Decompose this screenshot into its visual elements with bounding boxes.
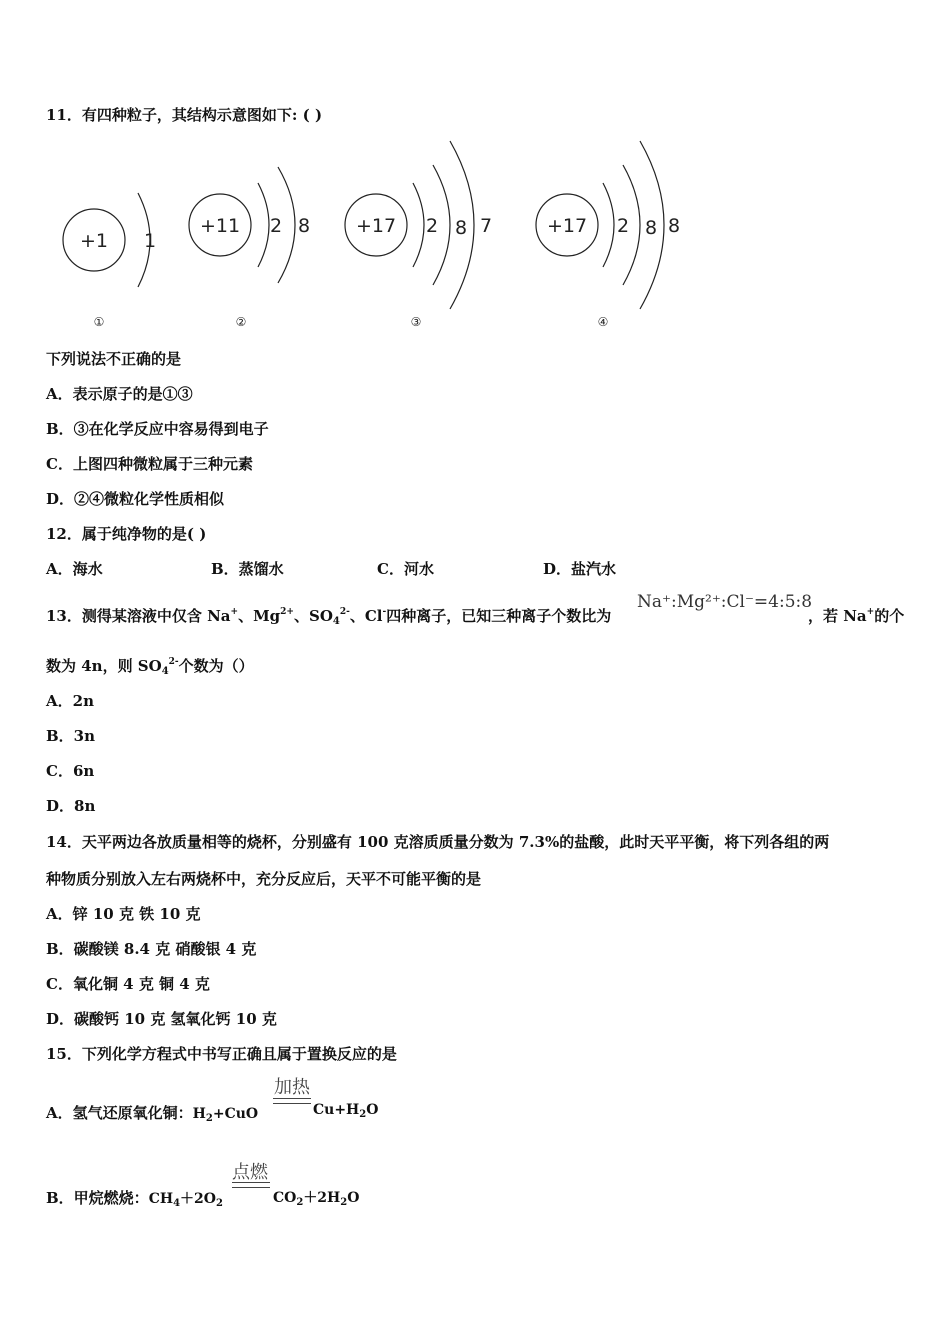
nucleus-1: +1: [79, 230, 109, 252]
q13-stem-line1: [46, 605, 611, 627]
nucleus-4: +17: [546, 215, 588, 237]
diagram-label-3: ③: [410, 315, 422, 329]
q11-option-d: D．②④微粒化学性质相似: [46, 490, 225, 508]
q14-option-d: D．碳酸钙 10 克 氢氧化钙 10 克: [46, 1010, 277, 1028]
q15-a-condition: 加热: [274, 1077, 310, 1098]
atomic-structure-diagrams: [40, 135, 740, 335]
q13-line2-a: 数为 4n，则 SO: [46, 657, 162, 675]
q13-so4-sup: 2-: [339, 607, 350, 617]
shell-3-1: 2: [425, 215, 439, 237]
q15-a-rhs: $Cu+H_2O$: [313, 1102, 379, 1120]
q13-option-b: B．3n: [46, 727, 96, 745]
q13-cl-sup: -: [382, 607, 387, 617]
q11-option-b: B．③在化学反应中容易得到电子: [46, 420, 269, 438]
diagram-label-4: ④: [597, 315, 609, 329]
q13-na-sup-2: +: [866, 607, 875, 617]
q11-stem: 11．有四种粒子，其结构示意图如下: ( ): [46, 106, 323, 124]
shell-2-2: 8: [297, 215, 311, 237]
q15-option-a: [46, 1102, 258, 1124]
q13-line2-sub: 4: [161, 666, 169, 677]
diagram-label-1: ①: [93, 315, 105, 329]
shell-1-1: 1: [143, 230, 157, 252]
shell-4-2: 8: [644, 217, 658, 239]
q13-so4-sub: 4: [332, 616, 340, 627]
nucleus-3: +17: [355, 215, 397, 237]
q14-option-b: B．碳酸镁 8.4 克 硝酸银 4 克: [46, 940, 257, 958]
q12-option-c: C．河水: [377, 560, 434, 578]
q13-line2-b: 个数为（）: [178, 657, 254, 675]
q13-cl: 、Cl: [349, 607, 383, 625]
q11-prompt: 下列说法不正确的是: [46, 350, 182, 368]
q15-a-label: A．氢气还原氧化铜：: [46, 1104, 193, 1122]
q13-mg: 、Mg: [238, 607, 281, 625]
q13-text-d: 的个: [874, 607, 905, 625]
q14-stem-line2: 种物质分别放入左右两烧杯中，充分反应后，天平不可能平衡的是: [46, 870, 482, 888]
q13-mg-sup: 2+: [280, 607, 294, 617]
nucleus-2: +11: [199, 215, 241, 237]
q14-option-c: C．氧化铜 4 克 铜 4 克: [46, 975, 210, 993]
q15-a-lhs: $H_2+CuO$: [192, 1106, 259, 1124]
q15-b-lhs: $CH_4+2O_2$: [148, 1191, 223, 1209]
q15-b-condition: 点燃: [232, 1162, 268, 1183]
q13-na-sup: +: [230, 607, 239, 617]
shell-2-1: 2: [269, 215, 283, 237]
q12-stem: 12．属于纯净物的是( ): [46, 525, 207, 543]
shell-3-2: 8: [454, 217, 468, 239]
q15-b-equals-sign: [232, 1182, 270, 1188]
q15-b-label: B．甲烷燃烧：: [46, 1189, 149, 1207]
q13-ratio-formula: Na⁺:Mg²⁺:Cl⁻=4:5:8: [637, 592, 813, 612]
q14-stem-line1: 14．天平两边各放质量相等的烧杯，分别盛有 100 克溶质质量分数为 7.3%的盐酸，此时天平平衡，将下列各组的两: [46, 833, 830, 851]
q12-option-b: B．蒸馏水: [211, 560, 284, 578]
q13-line2-sup: 2-: [168, 657, 179, 667]
q13-text-c: ，若 Na: [808, 607, 867, 625]
q13-text-b: 四种离子，已知三种离子个数比为: [386, 607, 612, 625]
q11-option-c: C．上图四种微粒属于三种元素: [46, 455, 253, 473]
q15-stem: 15．下列化学方程式中书写正确且属于置换反应的是: [46, 1045, 397, 1063]
q13-option-d: D．8n: [46, 797, 96, 815]
q11-option-a: A．表示原子的是①③: [46, 385, 193, 403]
q15-a-equals-sign: [273, 1098, 311, 1104]
q15-option-b: [46, 1187, 223, 1209]
q13-so4: 、SO: [293, 607, 333, 625]
q13-text-a: 13．测得某溶液中仅含 Na: [46, 607, 231, 625]
q13-stem-tail: [808, 605, 904, 626]
shell-4-3: 8: [667, 215, 681, 237]
q12-option-d: D．盐汽水: [543, 560, 617, 578]
q14-option-a: A．锌 10 克 铁 10 克: [46, 905, 201, 923]
q13-stem-line2: [46, 655, 254, 677]
q13-option-c: C．6n: [46, 762, 95, 780]
diagram-label-2: ②: [235, 315, 247, 329]
q13-option-a: A．2n: [46, 692, 94, 710]
q12-option-a: A．海水: [46, 560, 103, 578]
shell-3-3: 7: [479, 215, 493, 237]
shell-4-1: 2: [616, 215, 630, 237]
q15-b-rhs: $CO_2+2H_2O$: [273, 1190, 360, 1208]
